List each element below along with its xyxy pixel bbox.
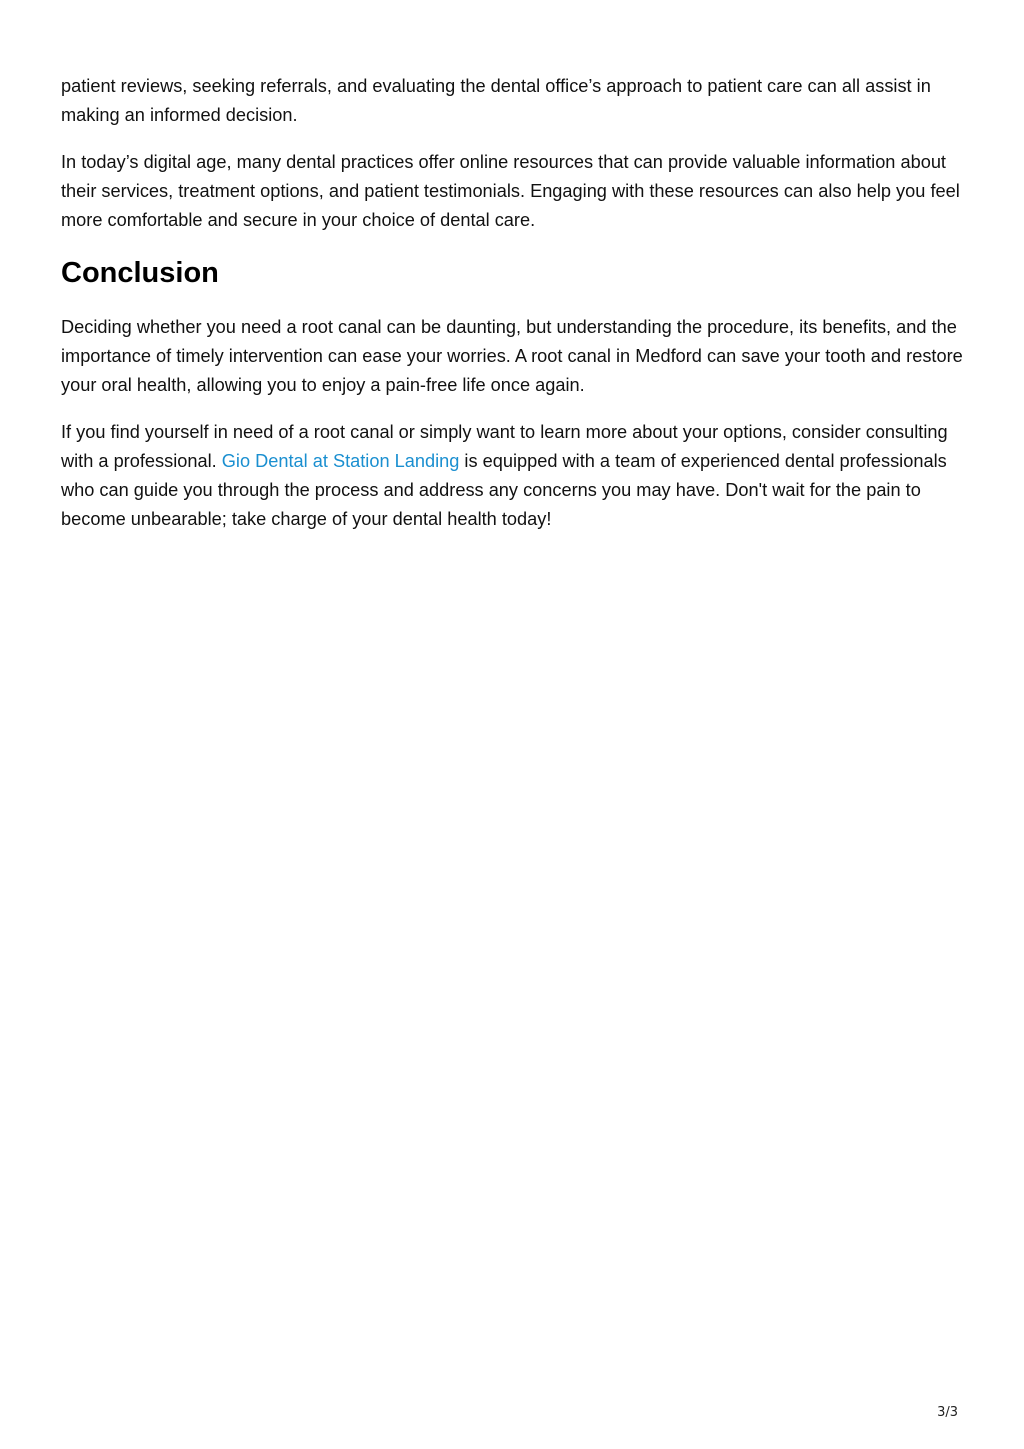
gio-dental-link[interactable]: Gio Dental at Station Landing [221,451,460,471]
document-body [61,72,966,552]
paragraph-patient-reviews: patient reviews, seeking referrals, and evaluating the dental office’s approach to patient care can all assist in making an informed decision. [61,76,931,125]
paragraph-conclusion-2-end: is equipped with a team of experienced dental professionals who can guide you through the process and address any concerns you may have. Don't wait for the pain to become unbearable; take charge of your dental health today! [61,451,947,529]
conclusion-heading: Conclusion [61,257,219,289]
paragraph-conclusion-2 [61,418,966,534]
paragraph-conclusion-1: Deciding whether you need a root canal can be daunting, but understanding the procedure, its benefits, and the importance of timely intervention can ease your worries. A root canal in Medford can save your tooth and restore your oral health, allowing you to enjoy a pain-free life once again. [61,317,963,395]
paragraph-conclusion-2-start: If you find yourself in need of a root canal or simply want to learn more about your options, consider consulting with a professional. [61,422,948,471]
paragraph-digital-age: In today’s digital age, many dental practices offer online resources that can provide valuable information about their services, treatment options, and patient testimonials. Engaging with these resources can also help you feel more comfortable and secure in your choice of dental care. [61,152,960,230]
page-number: 3/3 [937,1405,958,1420]
